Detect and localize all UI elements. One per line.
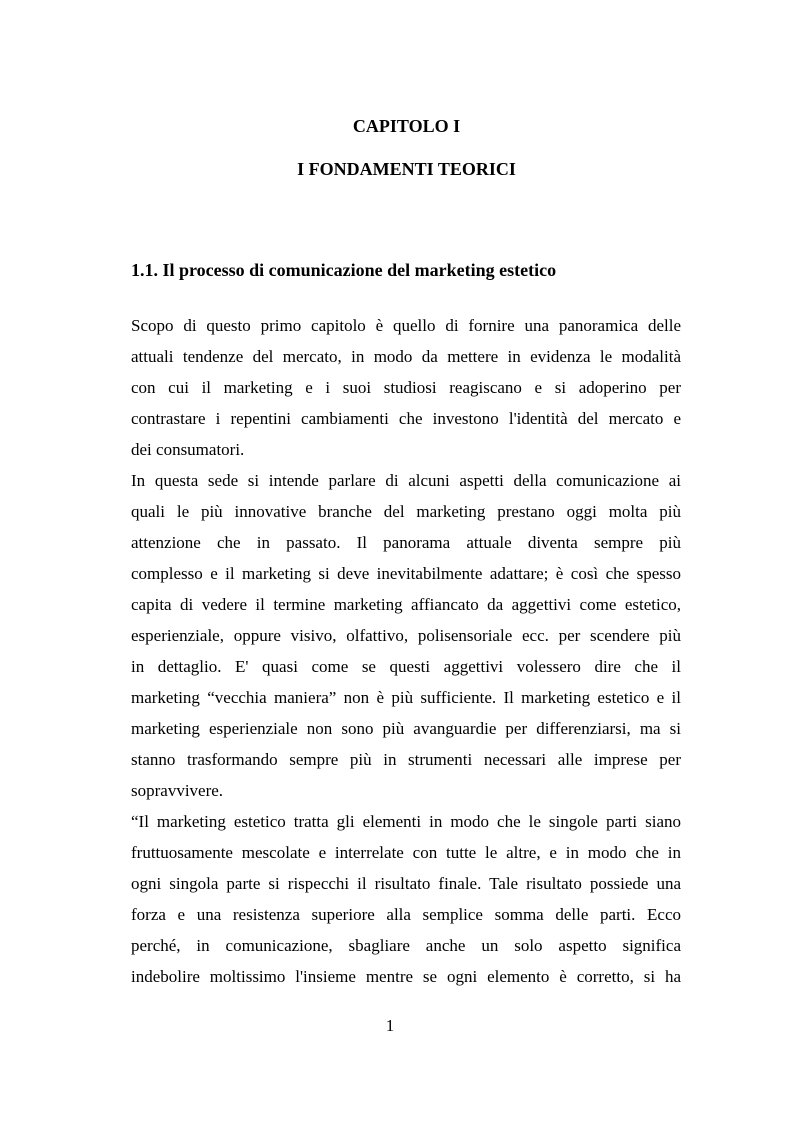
text-line: esperienziale, oppure visivo, olfattivo, polisensoriale ecc. per scendere più [131, 626, 681, 645]
text-line: stanno trasformando sempre più in strumenti necessari alle imprese per [131, 750, 681, 769]
text-line: dei consumatori. [131, 440, 245, 459]
section-heading: 1.1. Il processo di comunicazione del marketing estetico [131, 260, 557, 280]
text-line: indebolire moltissimo l'insieme mentre se ogni elemento è corretto, si ha [131, 967, 681, 986]
text-line: sopravvivere. [131, 781, 224, 800]
text-line: capita di vedere il termine marketing affiancato da aggettivi come estetico, [131, 595, 681, 614]
text-line: complesso e il marketing si deve inevitabilmente adattare; è così che spesso [131, 564, 681, 583]
text-line: con cui il marketing e i suoi studiosi reagiscano e si adoperino per [131, 378, 681, 397]
text-line: contrastare i repentini cambiamenti che investono l'identità del mercato e [131, 409, 681, 428]
text-line: quali le più innovative branche del marketing prestano oggi molta più [131, 502, 681, 521]
text-line: forza e una resistenza superiore alla semplice somma delle parti. Ecco [131, 905, 681, 924]
text-line: In questa sede si intende parlare di alcuni aspetti della comunicazione ai [131, 471, 681, 490]
page-number: 1 [385, 1016, 395, 1035]
text-line: in dettaglio. E' quasi come se questi aggettivi volessero dire che il [131, 657, 681, 676]
chapter-number: CAPITOLO I [352, 116, 461, 136]
text-line: perché, in comunicazione, sbagliare anche un solo aspetto significa [131, 936, 681, 955]
text-line: Scopo di questo primo capitolo è quello di fornire una panoramica delle [131, 316, 681, 335]
text-line: attenzione che in passato. Il panorama attuale diventa sempre più [131, 533, 681, 552]
chapter-title: I FONDAMENTI TEORICI [297, 159, 516, 179]
text-line: “Il marketing estetico tratta gli elementi in modo che le singole parti siano [131, 812, 681, 831]
body-text [131, 310, 681, 992]
text-line: ogni singola parte si rispecchi il risultato finale. Tale risultato possiede una [131, 874, 681, 893]
text-line: marketing “vecchia maniera” non è più sufficiente. Il marketing estetico e il [131, 688, 681, 707]
text-line: fruttuosamente mescolate e interrelate con tutte le altre, e in modo che in [131, 843, 681, 862]
text-line: attuali tendenze del mercato, in modo da mettere in evidenza le modalità [131, 347, 681, 366]
text-line: marketing esperienziale non sono più avanguardie per differenziarsi, ma si [131, 719, 681, 738]
